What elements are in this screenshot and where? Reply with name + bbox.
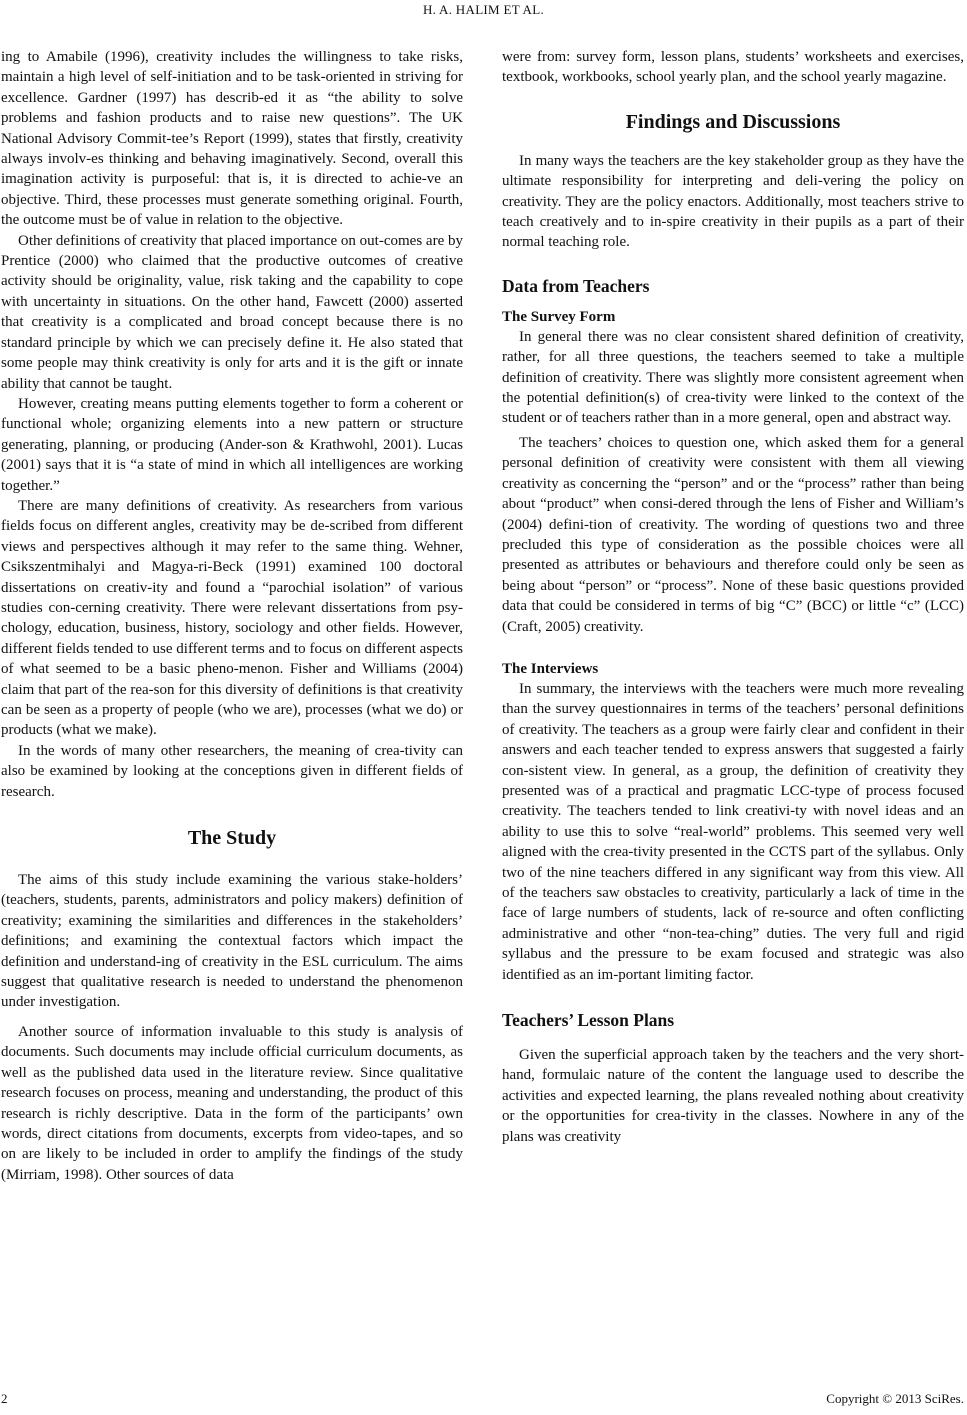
body-paragraph: In many ways the teachers are the key stakeholder group as they have the ultimate responsibility for interpreting and deli-vering the policy on creativity. They are the policy enactors. Additionally, most teachers strive to teach creatively and to in-spire creativity in their pupils as a part of their normal teaching role. <box>502 152 964 251</box>
subsection-heading-data-from-teachers: Data from Teachers <box>502 275 650 296</box>
section-heading-findings: Findings and Discussions <box>625 110 841 133</box>
body-paragraph: There are many definitions of creativity. As researchers from various fields focus on different angles, creativity may be de-scribed from different views and perspectives although it may refer to the same thing. Wehner, Csikszentmihalyi and Magya-ri-Beck (1991) examined 100 doctoral dissertations on creativ-ity and found a “parochial isolation” of various studies con-cerning creativity. There were relevant dissertations from psy-chology, education, business, history, sociology and other fields. However, different fields tended to use different terms and to focus on different aspects of what seemed to be a basic pheno-menon. Fisher and Williams (2004) claim that part of the rea-son for this diversity of definitions is that creativity can be seen as a property of people (who we are), processes (what we do) or products (what we make). <box>1 497 463 739</box>
right-column <box>502 47 964 1147</box>
subsubsection-heading-interviews: The Interviews <box>502 660 599 677</box>
body-paragraph: were from: survey form, lesson plans, students’ worksheets and exercises, textbook, workbooks, school yearly plan, and the school yearly magazine. <box>502 49 964 86</box>
body-paragraph: In summary, the interviews with the teachers were much more revealing than the survey questionnaires in terms of the teachers’ personal definitions of creativity. The teachers as a group were fairly clear and confident in their answers and each teacher tended to express answers that suggested a fairly con-sistent view. In general, as a group, the definition of creativity they presented was of a practical and pragmatic LCC-type of process focused creativity. The teachers tended to link creativi-ty with novel ideas and an ability to use this to solve “real-world” problems. This seemed very well aligned with the crea-tivity presented in the CCTS part of the syllabus. Only two of the nine teachers differed in any significant way from this view. All of the teachers saw obstacles to creativity, particularly a lack of time in the face of large numbers of students, lack of re-source and often conflicting administrative and other “non-tea-ching” duties. The very full and rigid syllabus and the pressure to be exam focused and strategic was also identified as an im-portant limiting factor. <box>502 680 964 983</box>
body-paragraph: The teachers’ choices to question one, which asked them for a general personal definition of creativity were consistent with them all viewing creativity as concerning the “person” and or the “process” rather than being about “product” when consi-dered through the lens of Fisher and William’s (2004) defini-tion of creativity. The wording of questions two and three precluded this type of consideration as the possible choices were all presented as attributes or behaviours and therefore could only be seen as being about “person” or “process”. None of these basic questions provided data that could be considered in terms of big “C” (BCC) or little “c” (LCC) (Craft, 2005) creativity. <box>502 434 964 635</box>
body-paragraph: However, creating means putting elements together to form a coherent or functional whole; organizing elements into a new pattern or structure generating, planning, or producing (Ander-son & Krathwohl, 2001). Lucas (2001) says that it is “a state of mind in which all intelligences are working together.” <box>1 395 463 494</box>
body-paragraph: In the words of many other researchers, the meaning of crea-tivity can also be examined by looking at the conceptions given in different fields of research. <box>1 742 463 800</box>
page-number: 2 <box>1 1391 8 1406</box>
page-footer <box>0 1389 967 1409</box>
body-paragraph: Other definitions of creativity that placed importance on out-comes are by Prentice (2000) who claimed that the productive outcomes of creative activity should be originality, value, risk taking and the capability to cope with uncertainty in situations. On the other hand, Fawcett (2000) asserted that creativity is a complicated and broad concept because there is no standard principle by which we can precisely define it. He also stated that some people may think creativity is only for arts and it is the gift or innate ability that cannot be taught. <box>1 232 463 392</box>
left-column <box>1 47 463 1185</box>
subsubsection-heading-survey-form: The Survey Form <box>502 308 616 325</box>
subsection-heading-lesson-plans: Teachers’ Lesson Plans <box>502 1010 675 1031</box>
section-heading-the-study: The Study <box>187 827 277 850</box>
body-paragraph: Given the superficial approach taken by the teachers and the very short-hand, formulaic nature of the content the language used to describe the activities and expected learning, the plans revealed nothing about creativity or the opportunities for crea-tivity in the classes. Nowhere in any of the plans was creativity <box>502 1047 964 1145</box>
body-paragraph: In general there was no clear consistent shared definition of creativity, rather, for all three questions, the teachers seemed to take a multiple definition of creativity. There was slightly more consistent agreement when the potential definition(s) of crea-tivity were linked to the context of the student or of teachers rather than in a more general, open and abstract way. <box>502 328 964 427</box>
body-paragraph: ing to Amabile (1996), creativity includes the willingness to take risks, maintain a high level of self-initiation and to be task-oriented in striving for excellence. Gardner (1997) has describ-ed it as “the ability to solve problems and fashion products and to raise new questions”. The UK National Advisory Commit-tee’s Report (1999), states that firstly, creativity always involv-es thinking and behaving imaginatively. Second, overall this imagination activity is purposeful: that is, it is directed to achie-ve an objective. Third, these processes must generate something original. Fourth, the outcome must be of value in relation to the objective. <box>1 49 463 229</box>
body-paragraph: Another source of information invaluable to this study is analysis of documents. Such documents may include official curriculum documents, as well as the published data used in the literature review. Since qualitative research focuses on process, meaning and understanding, the product of this research is richly descriptive. Data in the form of the participants’ own words, direct citations from documents, excerpts from video-tapes, and so on are likely to be included in order to amplify the findings of the study (Mirriam, 1998). Other sources of data <box>1 1023 463 1183</box>
running-head: H. A. HALIM ET AL. <box>422 2 545 17</box>
body-paragraph: The aims of this study include examining the various stake-holders’ (teachers, students, parents, administrators and policy makers) definition of creativity; examining the similarities and differences in the stakeholders’ definitions; and examining the contextual factors which impact the definition and understand-ing of creativity in the ESL curriculum. The aims suggest that qualitative research is needed to understand the phenomenon under investigation. <box>1 872 463 1011</box>
copyright-notice: Copyright © 2013 SciRes. <box>826 1391 964 1406</box>
